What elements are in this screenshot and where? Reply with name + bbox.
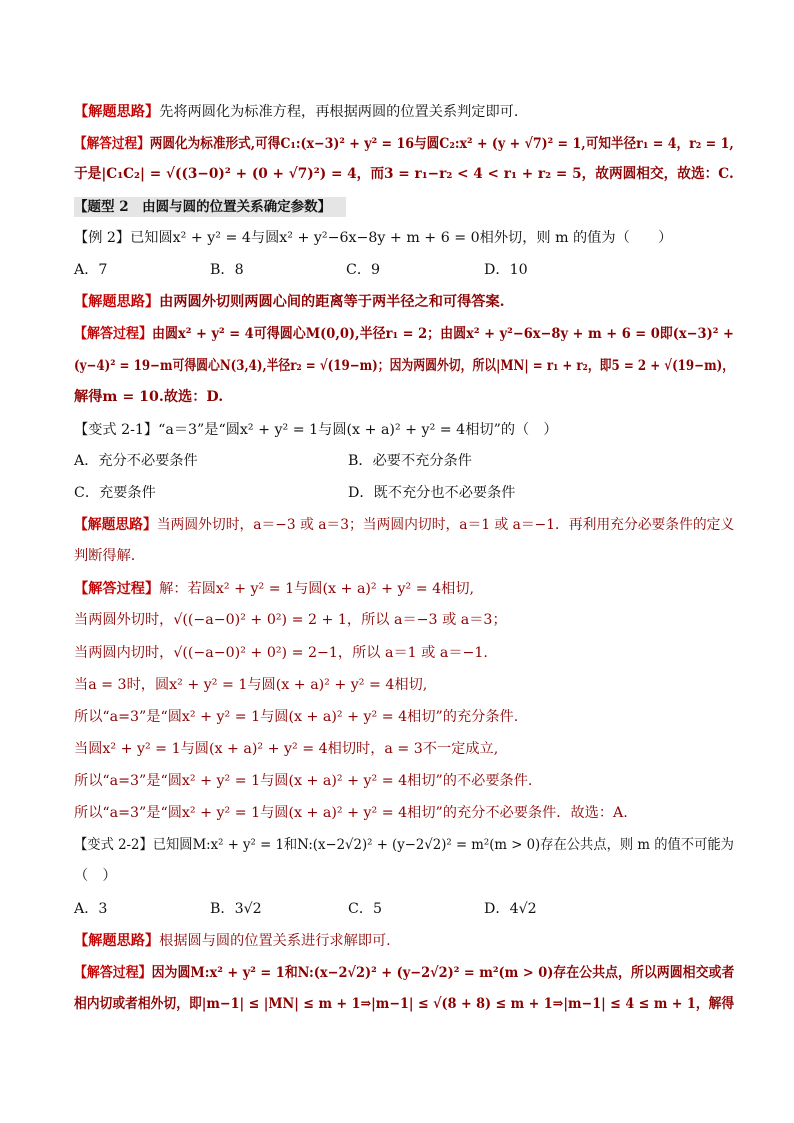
solution-process-line-2: 相内切或者相外切，即|m−1| ≤ |MN| ≤ m + 1⇒|m−1| ≤ √(8 + 8) ≤ m + 1⇒|m−1| ≤ 4 ≤ m + 1，解得: [74, 996, 735, 1012]
solution-idea-line: 【解题思路】当两圆外切时，a＝−3 或 a＝3；当两圆内切时，a＝1 或 a＝−1．再利用充分必要条件的定义: [74, 517, 735, 533]
variant-2-2-question-2: （ ）: [74, 868, 117, 884]
solution-process-line: 【解答过程】两圆化为标准形式,可得C₁:(x−3)² + y² = 16与圆C₂:x² + (y + √7)² = 1,可知半径r₁ = 4，r₂ = 1,: [74, 136, 734, 152]
solution-process-line-4: 当a = 3时，圆x² + y² = 1与圆(x + a)² + y² = 4相切,: [74, 677, 428, 693]
option-a: A．3: [74, 901, 108, 917]
solution-process-line-6: 当圆x² + y² = 1与圆(x + a)² + y² = 4相切时，a = 3不一定成立,: [74, 741, 499, 757]
option-c: C．9: [346, 262, 381, 278]
solution-process-line: 【解答过程】因为圆M:x² + y² = 1和N:(x−2√2)² + (y−2√2)² = m²(m > 0)存在公共点，所以两圆相交或者: [74, 965, 735, 981]
solution-process-line-2: (y−4)² = 19−m可得圆心N(3,4),半径r₂ = √(19−m)；因为两圆外切，所以|MN| = r₁ + r₂，即5 = 2 + √(19−m)，: [74, 358, 735, 374]
solution-process-line-3: 解得m = 10.故选：D.: [74, 389, 224, 405]
option-a: A．充分不必要条件: [74, 453, 198, 469]
option-c: C．充要条件: [74, 485, 156, 501]
solution-process-line: 【解答过程】解：若圆x² + y² = 1与圆(x + a)² + y² = 4相切,: [74, 581, 475, 597]
option-d: D．4√2: [484, 901, 537, 917]
option-a: A．7: [74, 262, 108, 278]
option-b: B．3√2: [210, 901, 262, 917]
section-heading: 【题型 2 由圆与圆的位置关系确定参数】: [74, 199, 332, 215]
solution-idea-line: 【解题思路】根据圆与圆的位置关系进行求解即可.: [74, 933, 391, 949]
solution-idea-line: 【解题思路】由两圆外切则两圆心间的距离等于两半径之和可得答案.: [74, 294, 505, 310]
option-d: D．10: [484, 262, 528, 278]
solution-process-line: 【解答过程】由圆x² + y² = 4可得圆心M(0,0),半径r₁ = 2；由圆x² + y²−6x−8y + m + 6 = 0即(x−3)² +: [74, 326, 734, 342]
solution-process-line-5: 所以“a=3”是“圆x² + y² = 1与圆(x + a)² + y² = 4相切”的充分条件.: [74, 709, 519, 725]
option-b: B．必要不充分条件: [348, 453, 472, 469]
solution-process-line-2: 于是|C₁C₂| = √((3−0)² + (0 + √7)²) = 4，而3 = r₁−r₂ < 4 < r₁ + r₂ = 5，故两圆相交，故选：C.: [74, 166, 734, 182]
option-b: B．8: [210, 262, 244, 278]
option-c: C．5: [348, 901, 383, 917]
solution-process-line-3: 当两圆内切时，√((−a−0)² + 0²) = 2−1，所以 a＝1 或 a＝−1.: [74, 645, 488, 661]
example-2-question: 【例 2】已知圆x² + y² = 4与圆x² + y²−6x−8y + m + 6 = 0相外切，则 m 的值为（ ）: [74, 230, 673, 246]
solution-idea-line-2: 判断得解.: [74, 548, 136, 564]
option-d: D．既不充分也不必要条件: [348, 485, 516, 501]
solution-process-line-2: 当两圆外切时，√((−a−0)² + 0²) = 2 + 1，所以 a＝−3 或 a＝3；: [74, 612, 507, 628]
variant-2-2-question: 【变式 2-2】已知圆M:x² + y² = 1和N:(x−2√2)² + (y−2√2)² = m²(m > 0)存在公共点，则 m 的值不可能为: [74, 837, 734, 853]
solution-idea-line: 【解题思路】先将两圆化为标准方程，再根据两圆的位置关系判定即可.: [74, 104, 519, 120]
variant-2-1-question: 【变式 2-1】“a＝3”是“圆x² + y² = 1与圆(x + a)² + y² = 4相切”的（ ）: [74, 422, 558, 438]
solution-process-line-7: 所以“a=3”是“圆x² + y² = 1与圆(x + a)² + y² = 4相切”的不必要条件.: [74, 773, 533, 789]
solution-process-line-8: 所以“a=3”是“圆x² + y² = 1与圆(x + a)² + y² = 4相切”的充分不必要条件．故选：A.: [74, 805, 628, 821]
